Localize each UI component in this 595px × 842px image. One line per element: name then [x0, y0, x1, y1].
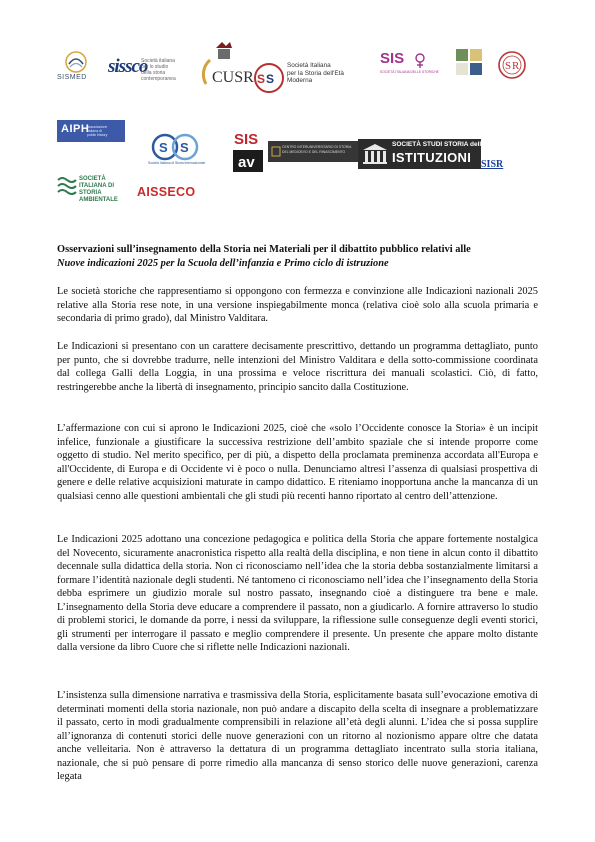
paragraph-2: Le Indicazioni si presentano con un carattere decisamente prescrittivo, dettando un programma dettagliato, punto per punto, che si dovrebbe tradurre, nelle intenzioni del Ministro Valditara e della sotto-commissione coordinata dal collega Galli della Loggia, in una prossima e veloce riscrittura dei manuali scolastici. Ciò, di fatto, restringerebbe anche la libertà di insegnamento, principio sancito dalla Costituzione. — [57, 341, 538, 393]
sismed-emblem-icon — [55, 50, 97, 74]
svg-text:av: av — [238, 154, 255, 171]
sisem-text: Società Italiana per la Storia dell'Età Moderna — [287, 62, 344, 84]
svg-text:S: S — [257, 72, 266, 86]
sismed-logo — [55, 50, 97, 84]
paragraph-3: L’affermazione con cui si aprono le Indicazioni 2025, cioè che «solo l’Occidente conosce la Storia» è un incipit infelice, funzionale a giustificare la successiva restrizione dell’ambito spaziale che si intende proporre come oggetto di studio. Nel merito specifico, per di più, a dispetto della proclamata preminenza accordata all'Europa e all'Occidente, di Europa e di Occidente vi è poco o nulla. Denunciamo altresì l’assenza di qualsiasi prospettiva di genere e delle relative acquisizioni maturate in campo didattico. E riteniamo inopportuna anche la mancanza di un qualsiasi cenno alle questioni ambientali che gli studi più recenti hanno riportato al centro dell’attenzione. — [57, 423, 538, 502]
cusr-letters: CUSR — [212, 69, 254, 86]
paragraph-1: Le società storiche che rappresentiamo si oppongono con fermezza e convinzione alle Indicazioni nazionali 2025 relative alla Storia rese note, in una versione inspiegabilmente monca (relativa cioè solo alla scuola primaria e secondaria di primo grado), dal Ministro Valditara. — [57, 286, 538, 325]
svg-text:S: S — [180, 140, 189, 155]
svg-text:SIS: SIS — [234, 131, 259, 148]
istituzioni-main: ISTITUZIONI — [392, 150, 472, 165]
svg-text:R: R — [512, 60, 520, 72]
title-italic-line: Nuove indicazioni 2025 per la Scuola dell’infanzia e Primo ciclo di istruzione — [57, 257, 389, 269]
sisa-logo — [57, 173, 133, 205]
paragraph-4: Le Indicazioni 2025 adottano una concezione pedagogica e politica della Storia che appare fortemente nostalgica del Novecento, sicuramente anacronistica rispetto alla realtà della disciplina, e non tiene in alcun conto il dibattito decennale sulla didattica della storia. Non ci riconosciamo nell’idea che la storia debba sostanzialmente limitarsi a formare l’identità nazionale degli studenti. Né tantomeno ci riconosciamo nell’idea che l’insegnamento della Storia debba esprimere un giudizio morale sul nostro passato, insegnando cioè a distinguere tra bene e male. L’insegnamento della Storia deve educare a comprendere il passato, non a giudicarlo. A fornire attraverso lo studio di problemi storici, le domande da porre, i nessi da sviluppare, la riflessione sulle conseguenze degli eventi storici, gli strumenti per interrogare il passato e meglio comprendere il presente. Un presente che appare molto distante dalla versione da libro Cuore che si riflette nelle Indicazioni nazionali. — [57, 534, 538, 654]
aisseco-logo: AISSECO — [137, 185, 196, 199]
cisib-logo — [268, 141, 358, 162]
aiph-letters: AIPH — [61, 123, 90, 135]
sisav-logo — [233, 128, 263, 172]
waves-icon — [57, 175, 77, 197]
svg-text:S: S — [159, 140, 168, 155]
sisem-emblem-icon — [253, 61, 285, 95]
sis-symbol-icon — [414, 53, 426, 69]
columns-icon — [362, 143, 388, 165]
sissco-logo — [108, 56, 188, 84]
sisi-caption: Società Italiana di Storia Internazionale — [148, 161, 206, 165]
istituzioni-logo — [358, 139, 485, 169]
cisib-text: CENTRO INTERUNIVERSITARIO DI STORIA DEL MEDIOEVO E DEL RINASCIMENTO — [282, 145, 352, 154]
sis-letters: SIS — [380, 50, 405, 67]
paragraph-5: L’insistenza sulla dimensione narrativa e trasmissiva della Storia, esplicitamente basata sull’evocazione emotiva di determinati momenti della storia nazionale, non può andare a discapito della scelta di insegnare a problematizzare il passato, certo in modi gradualmente comprensibili in relazione all’età degli alunni. L’idea che si possa supplire all’ignoranza di contenuti storici delle nuove generazioni con un ritorno al nozionismo appare oltre che datata anche velleitaria. Non è attraverso la dettatura di un programma dettagliato incentrato sulla storia italiana, nazionale, che si può pensare di porre rimedio alla mancanza di senso storico delle nuove generazioni, carenza legata — [57, 690, 538, 783]
cusr-emblem-icon — [200, 40, 254, 90]
sisr-circle-icon — [497, 50, 527, 80]
sissco-mark: sissco — [108, 56, 148, 77]
sisr-link[interactable]: SISR — [481, 159, 504, 170]
cusr-logo — [200, 40, 254, 100]
aiph-logo — [57, 120, 125, 142]
sissco-lines: Società italiana per lo studio della storia contemporanea — [141, 58, 176, 82]
istituzioni-top: SOCIETÀ STUDI STORIA delle — [392, 141, 485, 148]
sis-logo — [380, 50, 439, 90]
aiph-subtitle: associazione italiana di public history — [87, 125, 108, 138]
svg-text:S: S — [266, 72, 275, 86]
cisib-emblem-icon — [271, 146, 281, 157]
sismed-label: SISMED — [57, 74, 87, 81]
sisa-text: SOCIETÀ ITALIANA DI STORIA AMBIENTALE — [79, 176, 118, 203]
document-title — [57, 243, 538, 270]
sis-caption: SOCIETÀ ITALIANA DELLE STORICHE — [380, 70, 439, 74]
svg-text:S: S — [505, 60, 512, 72]
sisi-emblem-icon — [145, 133, 207, 161]
sisav-emblem-icon — [233, 128, 263, 172]
sisem-logo — [253, 61, 378, 97]
square-mosaic-icon — [455, 48, 483, 76]
sisr-circle-logo — [497, 50, 527, 80]
sisi-logo — [145, 133, 207, 169]
square-society-logo — [455, 48, 483, 76]
title-bold-line: Osservazioni sull’insegnamento della Storia nei Materiali per il dibattito pubblico relativi alle — [57, 244, 471, 255]
